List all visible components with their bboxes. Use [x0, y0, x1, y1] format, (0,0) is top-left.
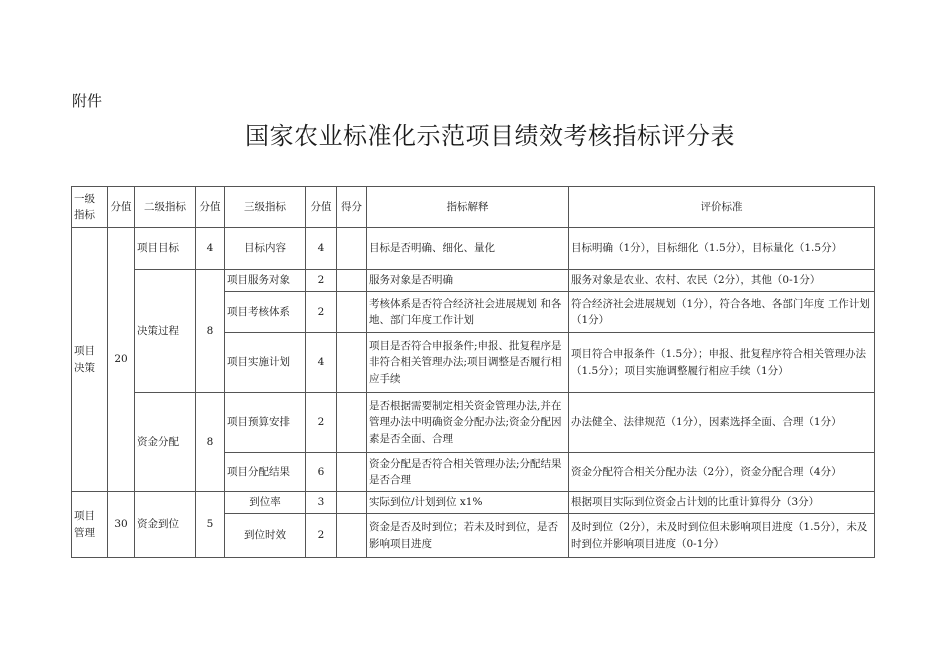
score-table [71, 186, 875, 558]
level1-name: 项目管理 [72, 492, 108, 558]
indicator-explanation: 项目是否符合申报条件;申报、批复程序是非符合相关管理办法;项目调整是否履行相应手续 [367, 333, 569, 393]
table-row [72, 393, 875, 453]
header-cell: 分值 [196, 187, 225, 228]
level1-score: 20 [108, 228, 135, 492]
indicator-explanation: 目标是否明确、细化、量化 [367, 228, 569, 270]
obtained-score [337, 333, 367, 393]
table-row [72, 492, 875, 514]
level3-name: 项目考核体系 [225, 292, 306, 333]
header-cell: 得分 [337, 187, 367, 228]
evaluation-criteria: 符合经济社会进展规划（1分），符合各地、各部门年度 工作计划（1分） [569, 292, 875, 333]
level3-name: 项目服务对象 [225, 270, 306, 292]
obtained-score [337, 270, 367, 292]
level3-name: 到位率 [225, 492, 306, 514]
header-cell: 分值 [306, 187, 337, 228]
level3-score: 2 [306, 514, 337, 558]
level3-name: 项目分配结果 [225, 453, 306, 492]
level3-score: 4 [306, 333, 337, 393]
table-row [72, 228, 875, 270]
evaluation-criteria: 项目符合申报条件（1.5分）；申报、批复程序符合相关管理办法（1.5分）；项目实施调整履行相应手续（1分） [569, 333, 875, 393]
level2-score: 4 [196, 228, 225, 270]
level3-score: 6 [306, 453, 337, 492]
level3-score: 2 [306, 393, 337, 453]
header-cell: 指标解释 [367, 187, 569, 228]
level3-score: 4 [306, 228, 337, 270]
evaluation-criteria: 及时到位（2分），未及时到位但未影响项目进度（1.5分），未及时到位并影响项目进度（0-1分） [569, 514, 875, 558]
evaluation-criteria: 目标明确（1分），目标细化（1.5分），目标量化（1.5分） [569, 228, 875, 270]
level2-score: 8 [196, 393, 225, 492]
level2-name: 资金到位 [135, 492, 196, 558]
evaluation-criteria: 根据项目实际到位资金占计划的比重计算得分（3分） [569, 492, 875, 514]
obtained-score [337, 492, 367, 514]
attachment-label: 附件 [72, 92, 103, 110]
level2-score: 8 [196, 270, 225, 393]
obtained-score [337, 292, 367, 333]
obtained-score [337, 393, 367, 453]
evaluation-criteria: 办法健全、法律规范（1分），因素选择全面、合理（1分） [569, 393, 875, 453]
level3-name: 目标内容 [225, 228, 306, 270]
table-row [72, 270, 875, 292]
header-cell: 评价标准 [569, 187, 875, 228]
evaluation-criteria: 资金分配符合相关分配办法（2分），资金分配合理（4分） [569, 453, 875, 492]
level3-score: 2 [306, 292, 337, 333]
level3-name: 项目预算安排 [225, 393, 306, 453]
page-title: 国家农业标准化示范项目绩效考核指标评分表 [245, 122, 735, 150]
header-cell: 一级指标 [72, 187, 108, 228]
level2-name: 资金分配 [135, 393, 196, 492]
indicator-explanation: 是否根据需要制定相关资金管理办法,并在管理办法中明确资金分配办法;资金分配因素是否全面、合理 [367, 393, 569, 453]
indicator-explanation: 实际到位/计划到位 x1% [367, 492, 569, 514]
table-header-row [72, 187, 875, 228]
evaluation-criteria: 服务对象是农业、农村、农民（2分），其他（0-1分） [569, 270, 875, 292]
level3-name: 项目实施计划 [225, 333, 306, 393]
obtained-score [337, 228, 367, 270]
header-cell: 三级指标 [225, 187, 306, 228]
indicator-explanation: 考核体系是否符合经济社会进展规划 和各地、部门年度工作计划 [367, 292, 569, 333]
indicator-explanation: 资金是否及时到位；若未及时到位，是否影响项目进度 [367, 514, 569, 558]
obtained-score [337, 514, 367, 558]
level3-score: 3 [306, 492, 337, 514]
level2-name: 决策过程 [135, 270, 196, 393]
level3-name: 到位时效 [225, 514, 306, 558]
header-cell: 分值 [108, 187, 135, 228]
level2-score: 5 [196, 492, 225, 558]
level2-name: 项目目标 [135, 228, 196, 270]
level3-score: 2 [306, 270, 337, 292]
header-cell: 二级指标 [135, 187, 196, 228]
level1-name: 项目决策 [72, 228, 108, 492]
indicator-explanation: 服务对象是否明确 [367, 270, 569, 292]
indicator-explanation: 资金分配是否符合相关管理办法;分配结果是否合理 [367, 453, 569, 492]
obtained-score [337, 453, 367, 492]
level1-score: 30 [108, 492, 135, 558]
